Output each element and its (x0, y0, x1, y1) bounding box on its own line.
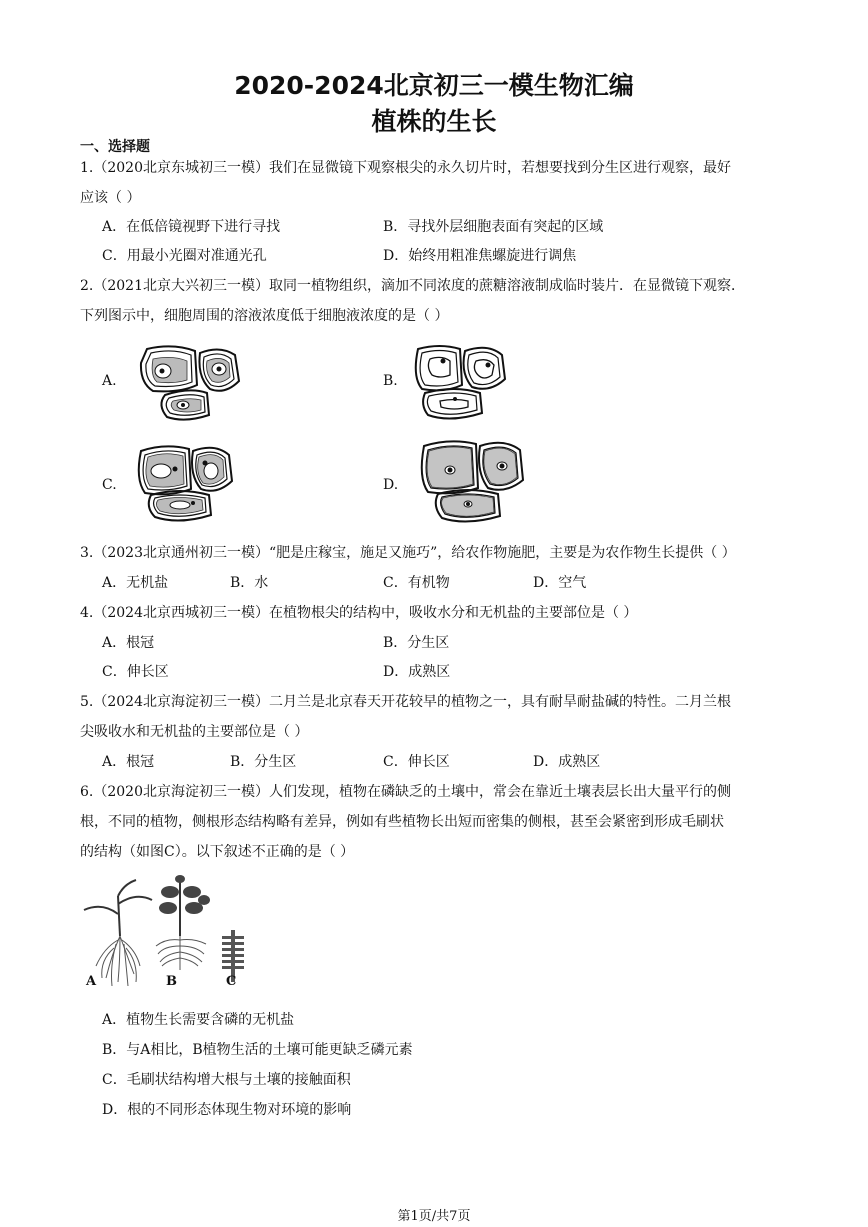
cell-diagram-a (135, 343, 245, 423)
question-3-option-d: D．空气 (533, 575, 587, 591)
question-5-option-c: C．伸长区 (383, 754, 450, 770)
cell-diagram-b (410, 343, 520, 423)
question-3-option-c: C．有机物 (383, 575, 450, 591)
question-6-line-1: 6.（2020北京海淀初三一模）人们发现，植物在磷缺乏的土壤中，常会在靠近土壤表层长出大量平行的侧 (80, 784, 731, 800)
question-6-line-2: 根，不同的植物，侧根形态结构略有差异，例如有些植物长出短而密集的侧根，甚至会紧密到形成毛刷状 (80, 814, 724, 830)
question-2-line-2: 下列图示中，细胞周围的溶液浓度低于细胞液浓度的是（ ） (80, 308, 449, 324)
question-3-option-a: A．无机盐 (102, 575, 169, 591)
question-4-option-b: B．分生区 (383, 635, 450, 651)
figure-label-b: B (166, 974, 177, 989)
question-6-line-3: 的结构（如图C）。以下叙述不正确的是（ ） (80, 844, 355, 860)
question-4-option-d: D．成熟区 (383, 664, 451, 680)
question-2-option-a: A. (102, 373, 117, 389)
question-1-line-1: 1.（2020北京东城初三一模）我们在显微镜下观察根尖的永久切片时，若想要找到分生区进行观察，最好 (80, 160, 731, 176)
question-1-line-2: 应该（ ） (80, 190, 141, 206)
question-1-option-c: C．用最小光圈对准通光孔 (102, 248, 267, 264)
question-6-option-b: B．与A相比，B植物生活的土壤可能更缺乏磷元素 (102, 1042, 413, 1058)
question-2-option-d: D. (383, 477, 399, 493)
cell-diagram-c (135, 443, 245, 525)
question-6-option-a: A．植物生长需要含磷的无机盐 (102, 1012, 295, 1028)
question-6-option-d: D．根的不同形态体现生物对环境的影响 (102, 1102, 352, 1118)
document-title: 2020-2024北京初三一模生物汇编 (234, 71, 634, 100)
figure-label-c: C (226, 974, 237, 989)
question-5-line-2: 尖吸收水和无机盐的主要部位是（ ） (80, 724, 309, 740)
question-6-option-c: C．毛刷状结构增大根与土壤的接触面积 (102, 1072, 351, 1088)
question-5-option-d: D．成熟区 (533, 754, 601, 770)
question-5-line-1: 5.（2024北京海淀初三一模）二月兰是北京春天开花较早的植物之一，具有耐旱耐盐碱的特性。二月兰根 (80, 694, 731, 710)
question-4-line-1: 4.（2024北京西城初三一模）在植物根尖的结构中，吸收水分和无机盐的主要部位是（ ） (80, 605, 638, 621)
question-4-option-a: A．根冠 (102, 635, 155, 651)
figure-label-a: A (86, 974, 97, 989)
question-2-option-b: B. (383, 373, 398, 389)
page-footer: 第1页/共7页 (397, 1209, 471, 1224)
section-heading: 一、选择题 (80, 139, 150, 155)
question-3-line-1: 3.（2023北京通州初三一模）“肥是庄稼宝，施足又施巧”，给农作物施肥，主要是为农作物生长提供（ ） (80, 545, 736, 561)
question-2-line-1: 2.（2021北京大兴初三一模）取同一植物组织，滴加不同浓度的蔗糖溶液制成临时装片．在显微镜下观察． (80, 278, 745, 294)
question-1-option-d: D．始终用粗准焦螺旋进行调焦 (383, 248, 577, 264)
question-3-option-b: B．水 (230, 575, 269, 591)
cell-diagram-d (420, 440, 535, 525)
question-2-option-c: C. (102, 477, 117, 493)
question-4-option-c: C．伸长区 (102, 664, 169, 680)
document-subtitle: 植株的生长 (371, 107, 497, 136)
question-5-option-b: B．分生区 (230, 754, 297, 770)
question-5-option-a: A．根冠 (102, 754, 155, 770)
question-1-option-a: A．在低倍镜视野下进行寻找 (102, 219, 281, 235)
question-1-option-b: B．寻找外层细胞表面有突起的区域 (383, 219, 604, 235)
